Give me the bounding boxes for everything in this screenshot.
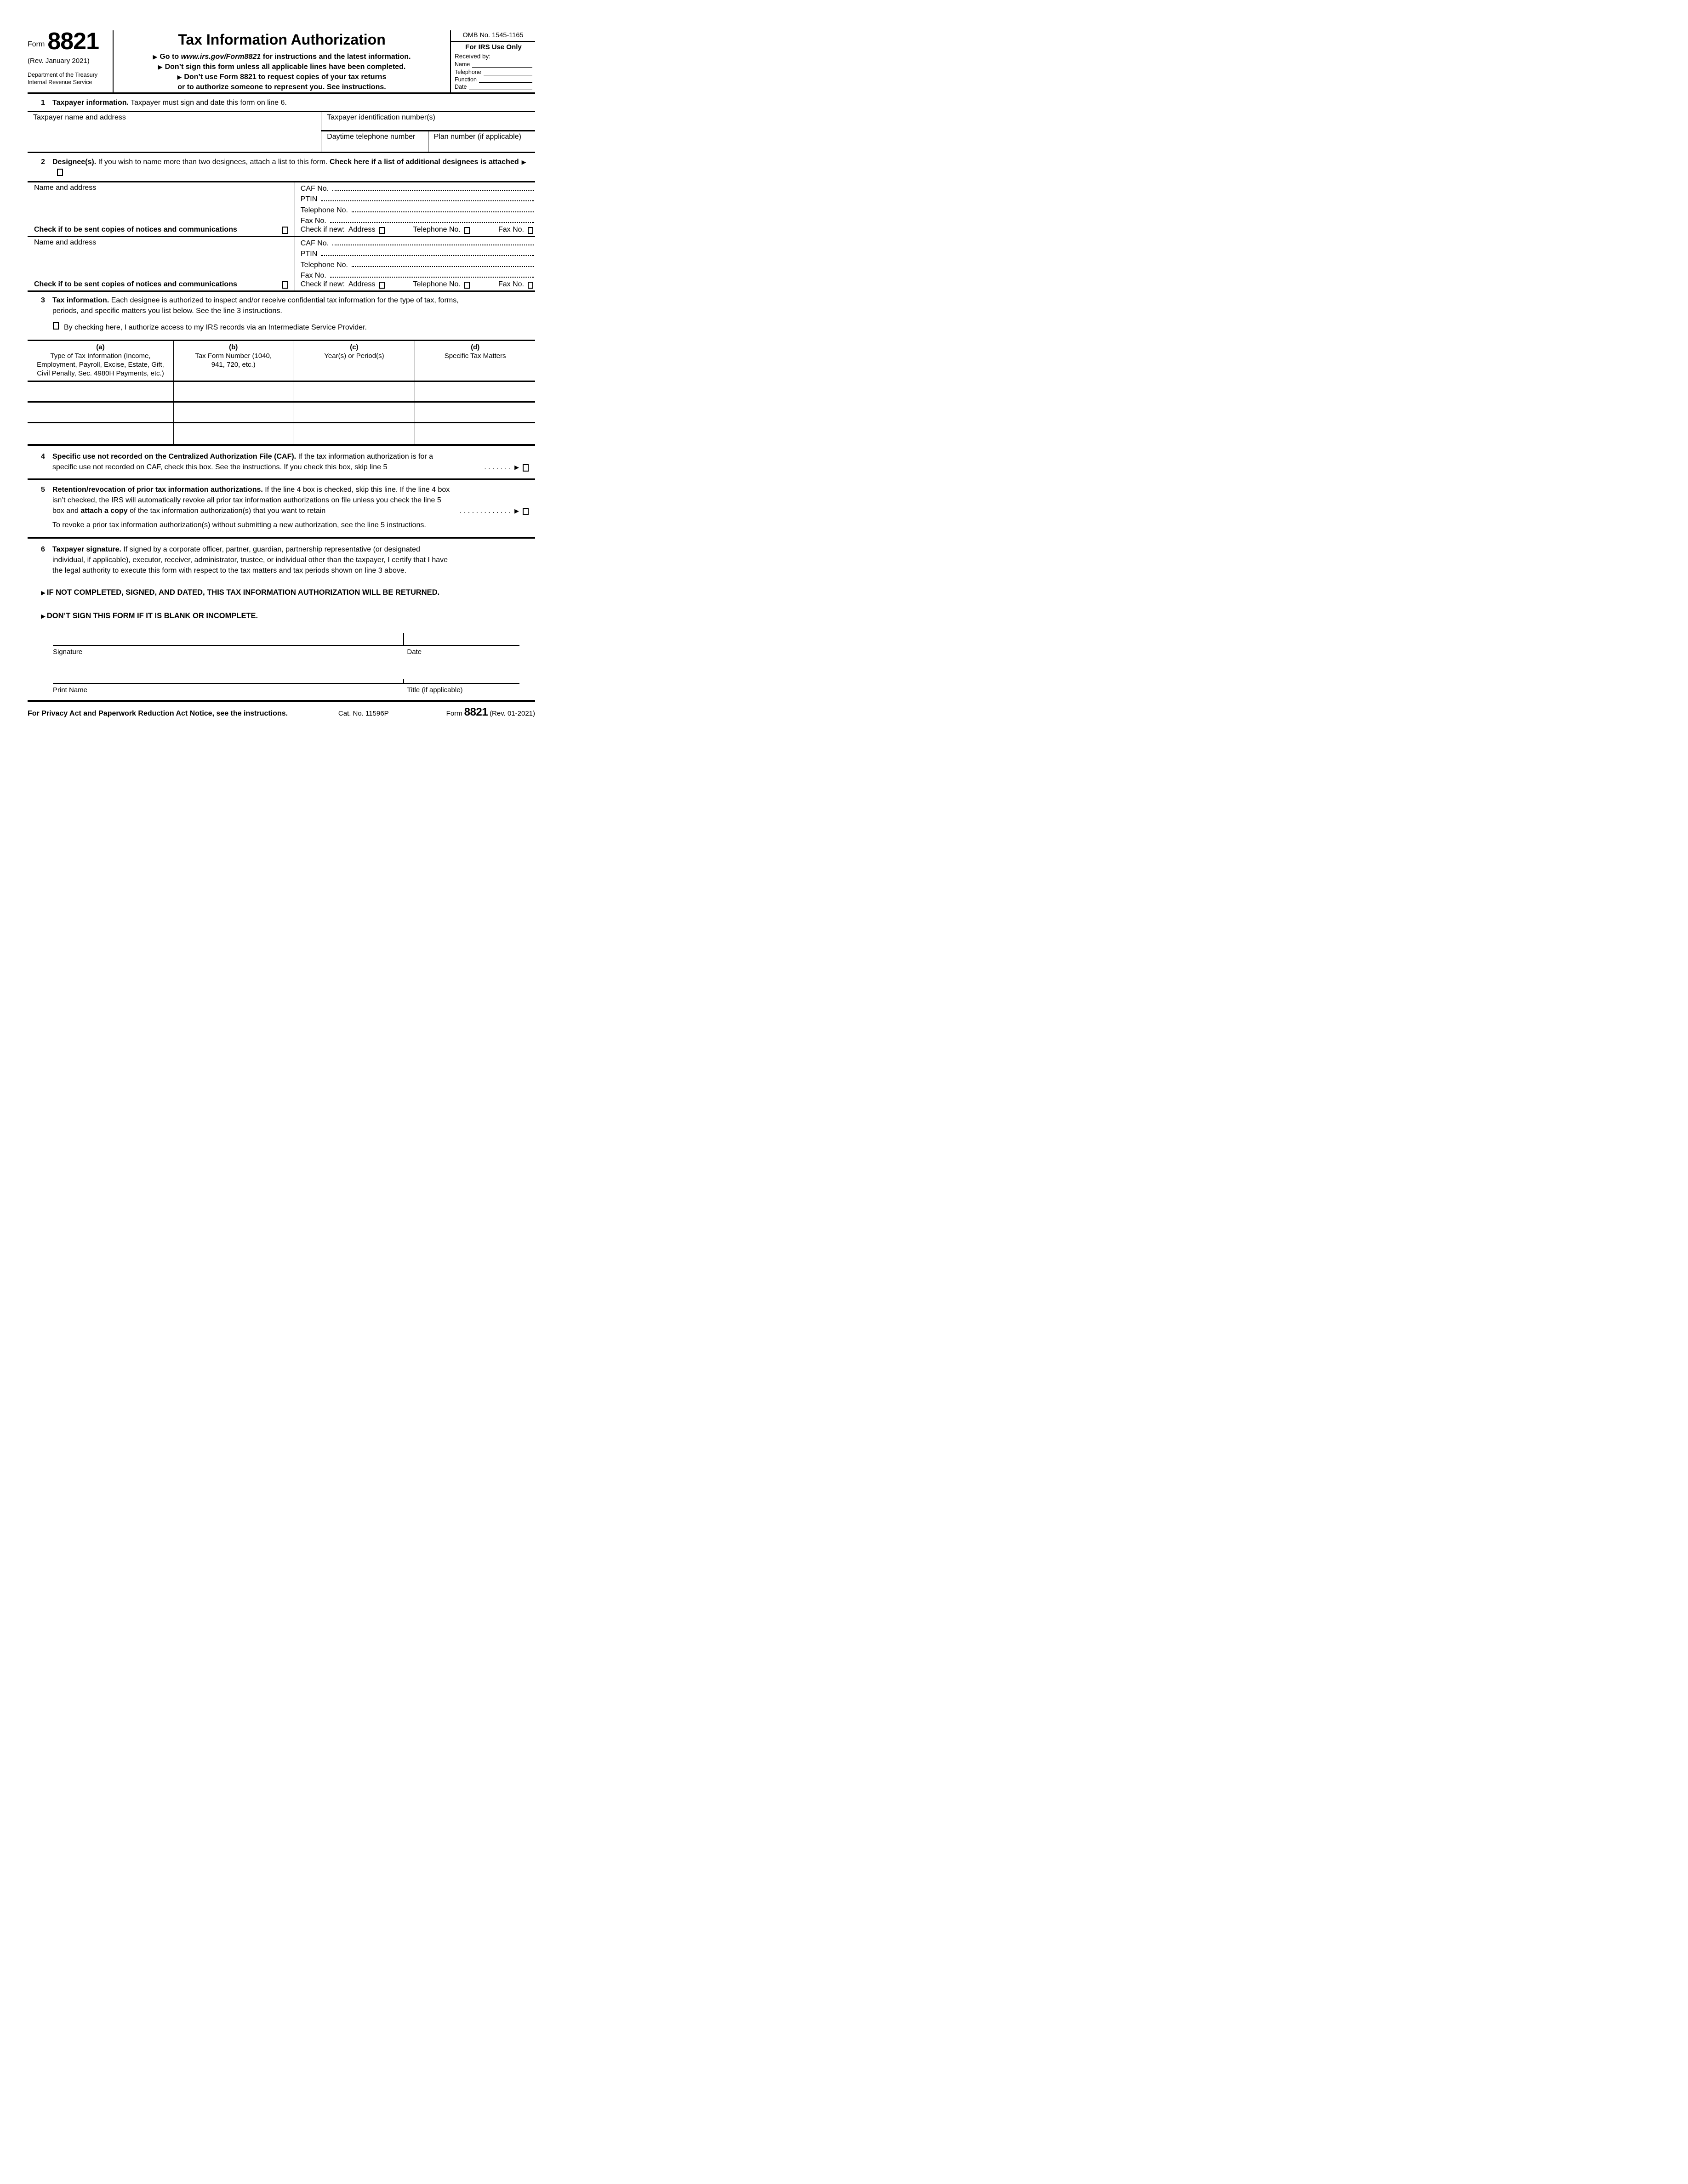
arrow-icon: ▶: [514, 507, 519, 514]
section5-number: 5: [41, 486, 45, 494]
tax-info-cell[interactable]: [28, 403, 174, 422]
form-title-block: [114, 30, 450, 92]
designee1-copies-row: [28, 226, 290, 234]
tax-info-cell[interactable]: [293, 403, 415, 422]
daytime-phone-cell[interactable]: [321, 131, 428, 152]
taxpayer-tin-label: Taxpayer identification number(s): [327, 114, 435, 121]
designee2-caf-field[interactable]: [332, 241, 534, 245]
privacy-act-notice: For Privacy Act and Paperwork Reduction Act Notice, see the instructions.: [28, 710, 288, 717]
tax-info-cell[interactable]: [293, 382, 415, 401]
section5-title: Retention/revocation of prior tax information authorizations.: [52, 486, 263, 494]
section5-leader-dots: . . . . . . . . . . . . .: [460, 507, 511, 515]
section4-number: 4: [41, 453, 45, 461]
designee1-new-address-checkbox[interactable]: [379, 227, 385, 234]
tax-table-row-3: [28, 423, 535, 444]
tax-info-cell[interactable]: [415, 403, 535, 422]
title-label: Title (if applicable): [407, 686, 463, 694]
additional-designees-checkbox[interactable]: [57, 169, 63, 176]
section-divider: [28, 537, 535, 539]
section3-instruction-line1: Each designee is authorized to inspect and/or receive confidential tax information for the type of tax, forms,: [109, 296, 459, 304]
arrow-icon: ▶: [41, 589, 46, 596]
taxpayer-tin-cell[interactable]: [321, 112, 535, 131]
designee2-new-address-checkbox[interactable]: [379, 282, 385, 289]
designee1-fax-row: [301, 215, 535, 226]
designee2-name-address-label: Name and address: [34, 239, 97, 246]
bullet1-post: for instructions and the latest information.: [261, 53, 411, 61]
designee1-telephone-field[interactable]: [352, 208, 534, 212]
designee2-telephone-row: [301, 259, 535, 270]
designee1-caf-field[interactable]: [332, 186, 534, 191]
warning-blank-text: DON’T SIGN THIS FORM IF IT IS BLANK OR INCOMPLETE.: [46, 612, 258, 620]
retention-checkbox[interactable]: [523, 508, 529, 515]
arrow-icon: ▶: [177, 74, 182, 80]
section5-text-line3-pre: box and: [52, 507, 81, 515]
section2-heading: [28, 153, 535, 181]
designee2-copies-checkbox[interactable]: [282, 281, 288, 289]
irs-function-row: [455, 76, 532, 83]
tax-info-cell[interactable]: [293, 423, 415, 444]
signature-label: Signature: [53, 648, 83, 656]
column-a-header: [28, 341, 174, 381]
footer-form-number: 8821: [464, 706, 488, 718]
designee1-caf-label: CAF No.: [300, 184, 329, 193]
designee2-check-if-new-row: [301, 280, 535, 289]
section6-number: 6: [41, 546, 45, 553]
section1-title: Taxpayer information.: [52, 99, 129, 107]
signature-line[interactable]: [53, 633, 519, 646]
bullet4-text: or to authorize someone to represent you. See instructions.: [177, 83, 386, 91]
designee2-ptin-label: PTIN: [300, 250, 318, 258]
arrow-icon: ▶: [153, 53, 158, 60]
section5-text-line1: If the line 4 box is checked, skip this line. If the line 4 box: [262, 486, 450, 494]
bullet3-text: Don’t use Form 8821 to request copies of your tax returns: [184, 73, 387, 81]
column-b-header: [174, 341, 294, 381]
column-b-letter: (b): [229, 343, 238, 351]
received-by-label: Received by:: [455, 53, 491, 60]
section2-number: 2: [41, 158, 45, 166]
section5-revoke-note: To revoke a prior tax information authorization(s) without submitting a new authorization, see the line 5 instructions.: [52, 521, 426, 529]
irs-date-label: Date: [455, 84, 467, 90]
warning-returned-text: IF NOT COMPLETED, SIGNED, AND DATED, THIS TAX INFORMATION AUTHORIZATION WILL BE RETURNED.: [46, 588, 440, 597]
plan-number-cell[interactable]: [428, 131, 535, 152]
designee2-copies-label: Check if to be sent copies of notices and communications: [34, 280, 237, 288]
designee-block-2: [28, 237, 535, 292]
warning-returned: [28, 588, 535, 597]
tax-table-header: [28, 341, 535, 382]
designee2-telephone-label: Telephone No.: [300, 261, 348, 269]
date-label: Date: [407, 648, 422, 656]
designee1-fax-field[interactable]: [330, 218, 534, 223]
designee1-ptin-label: PTIN: [300, 195, 318, 203]
omb-number: OMB No. 1545-1165: [451, 30, 535, 42]
irs-date-field[interactable]: [469, 85, 532, 90]
page-title: Tax Information Authorization: [178, 31, 386, 48]
arrow-icon: ▶: [41, 613, 46, 620]
section-divider: [28, 478, 535, 480]
designee1-name-address-area[interactable]: [28, 192, 290, 226]
section6-title: Taxpayer signature.: [52, 546, 121, 553]
section4-text-line1: If the tax information authorization is for a: [296, 453, 433, 461]
section4-title: Specific use not recorded on the Centralized Authorization File (CAF).: [52, 453, 297, 461]
form-revision: (Rev. January 2021): [28, 57, 90, 65]
warning-blank: [28, 612, 535, 620]
section5: [28, 484, 535, 530]
section3-instruction-line2: periods, and specific matters you list below. See the line 3 instructions.: [52, 307, 282, 315]
tax-table-row-2: [28, 403, 535, 423]
section6-text-line3: the legal authority to execute this form with respect to the tax matters and tax periods shown on line 3 above.: [52, 567, 407, 574]
designee1-copies-label: Check if to be sent copies of notices and communications: [34, 226, 237, 233]
column-a-letter: (a): [96, 343, 105, 351]
taxpayer-name-address-cell[interactable]: [28, 112, 321, 152]
irs-function-label: Function: [455, 76, 477, 83]
irs-date-row: [455, 83, 532, 91]
column-d-label: Specific Tax Matters: [444, 352, 506, 360]
instruction-bullet-4: [120, 82, 444, 92]
column-d-letter: (d): [471, 343, 480, 351]
designee2-telephone-field[interactable]: [352, 262, 534, 267]
designee-table: [28, 181, 535, 292]
section2-instruction: If you wish to name more than two designees, attach a list to this form.: [96, 158, 330, 166]
footer-form-word: Form: [446, 710, 462, 717]
irs-use-only-label: For IRS Use Only: [465, 43, 522, 51]
column-c-letter: (c): [350, 343, 359, 351]
arrow-icon: ▶: [158, 63, 163, 70]
section6-text-line2: individual, if applicable), executor, receiver, administrator, trustee, or individual other than the taxpayer, I certify that I have: [52, 556, 448, 564]
designee2-new-telephone-label: Telephone No.: [413, 280, 461, 288]
designee2-fax-row: [301, 270, 535, 281]
section5-text-line3-post: of the tax information authorization(s) that you want to retain: [127, 507, 326, 515]
print-name-label: Print Name: [53, 686, 88, 694]
designee2-new-fax-label: Fax No.: [498, 280, 524, 288]
designee2-fax-label: Fax No.: [300, 272, 326, 279]
designee1-new-address-label: Address: [348, 226, 376, 233]
designee1-telephone-row: [301, 204, 535, 215]
designee2-name-address-area[interactable]: [28, 247, 290, 280]
form-8821-page: [0, 0, 563, 728]
signature-labels: [53, 646, 519, 655]
designee1-telephone-label: Telephone No.: [300, 206, 348, 214]
section2-check-label: Check here if a list of additional designees is attached: [329, 158, 519, 166]
section5-text-line2: isn’t checked, the IRS will automatically revoke all prior tax information authorizations on file unless you check the line 5: [52, 496, 441, 504]
footer: [28, 702, 535, 719]
designee1-copies-checkbox[interactable]: [282, 227, 288, 234]
designee1-checknew-label: Check if new:: [300, 226, 345, 233]
irs-use-only-box: [450, 30, 535, 92]
plan-number-label: Plan number (if applicable): [433, 133, 521, 141]
section4: [28, 451, 535, 472]
irs-form-url[interactable]: www.irs.gov/Form8821: [181, 53, 261, 61]
section3-heading: [28, 292, 535, 316]
catalog-number: Cat. No. 11596P: [338, 710, 389, 717]
designee1-ptin-row: [301, 193, 535, 205]
section3-number: 3: [41, 296, 45, 304]
internal-revenue-service: Internal Revenue Service: [28, 79, 92, 86]
section1-instruction: Taxpayer must sign and date this form on line 6.: [128, 99, 287, 107]
tax-info-cell[interactable]: [415, 423, 535, 444]
designee2-new-telephone-checkbox[interactable]: [464, 282, 470, 289]
irs-function-field[interactable]: [479, 77, 532, 83]
signature-date-divider: [403, 633, 404, 645]
irs-name-row: [455, 61, 532, 68]
column-c-label: Year(s) or Period(s): [324, 352, 384, 360]
isp-label: By checking here, I authorize access to my IRS records via an Intermediate Service Provider.: [64, 324, 367, 331]
designee1-ptin-field[interactable]: [321, 197, 534, 201]
designee1-check-if-new-row: [301, 226, 535, 234]
intermediate-service-provider-row: [28, 322, 535, 333]
irs-name-field[interactable]: [472, 62, 532, 68]
irs-telephone-row: [455, 68, 532, 75]
tax-table-row-1: [28, 382, 535, 403]
designee2-new-fax-checkbox[interactable]: [528, 282, 533, 289]
designee2-new-address-label: Address: [348, 280, 376, 288]
section3-title: Tax information.: [52, 296, 109, 304]
bullet1-pre: Go to: [160, 53, 181, 61]
designee1-new-telephone-checkbox[interactable]: [464, 227, 470, 234]
bullet2-text: Don’t sign this form unless all applicable lines have been completed.: [165, 63, 406, 71]
designee2-checknew-label: Check if new:: [300, 280, 345, 288]
designee2-ptin-field[interactable]: [321, 251, 534, 256]
instruction-bullet-1: [120, 52, 444, 62]
tax-info-cell[interactable]: [174, 382, 294, 401]
specific-use-checkbox[interactable]: [523, 464, 529, 472]
designee1-new-telephone-label: Telephone No.: [413, 226, 461, 233]
irs-name-label: Name: [455, 61, 470, 68]
form-number: 8821: [47, 28, 99, 55]
section5-attach-copy: attach a copy: [80, 507, 128, 515]
section4-leader-dots: . . . . . . .: [484, 463, 511, 471]
arrow-icon: ▶: [521, 159, 526, 165]
daytime-phone-label: Daytime telephone number: [327, 133, 416, 141]
designee1-new-fax-label: Fax No.: [498, 226, 524, 233]
designee2-fax-field[interactable]: [330, 273, 534, 278]
column-d-header: [415, 341, 535, 381]
footer-form-id: [446, 706, 535, 719]
tax-information-table: [28, 340, 535, 446]
print-name-line[interactable]: [53, 672, 519, 684]
column-a-label: Type of Tax Information (Income, Employment, Payroll, Excise, Estate, Gift, Civil Penalty, Sec. 4980H Payments, etc.): [37, 352, 164, 377]
instruction-bullet-3: [120, 72, 444, 82]
irs-telephone-label: Telephone: [455, 68, 481, 75]
designee2-ptin-row: [301, 248, 535, 259]
designee1-name-address-label: Name and address: [34, 184, 97, 192]
tax-info-cell[interactable]: [415, 382, 535, 401]
tax-info-cell[interactable]: [174, 423, 294, 444]
taxpayer-name-address-label: Taxpayer name and address: [33, 114, 126, 121]
taxpayer-info-table: [28, 111, 535, 153]
designee1-fax-label: Fax No.: [300, 217, 326, 225]
tax-info-cell[interactable]: [174, 403, 294, 422]
dept-treasury: Department of the Treasury: [28, 72, 98, 79]
form-word: Form: [28, 40, 45, 49]
tax-info-cell[interactable]: [28, 423, 174, 444]
form-header: [28, 30, 535, 94]
instruction-bullet-2: [120, 62, 444, 72]
section2-title: Designee(s).: [52, 158, 97, 166]
print-name-labels: [53, 684, 519, 694]
designee2-caf-label: CAF No.: [300, 239, 329, 247]
designee2-copies-row: [28, 280, 290, 289]
designee1-caf-row: [301, 182, 535, 193]
column-b-label: Tax Form Number (1040, 941, 720, etc.): [195, 352, 272, 369]
designee1-new-fax-checkbox[interactable]: [528, 227, 533, 234]
section4-text-line2: specific use not recorded on CAF, check this box. See the instructions. If you check this box, skip line 5: [52, 463, 388, 471]
tax-info-cell[interactable]: [28, 382, 174, 401]
column-c-header: [293, 341, 415, 381]
section6-text-line1: If signed by a corporate officer, partner, guardian, partnership representative (or designated: [121, 546, 420, 553]
designee-block-1: [28, 182, 535, 237]
irs-telephone-field[interactable]: [484, 70, 532, 75]
designee2-caf-row: [301, 237, 535, 248]
footer-form-revision: (Rev. 01-2021): [490, 710, 535, 717]
isp-checkbox[interactable]: [53, 322, 59, 330]
print-title-divider: [403, 679, 404, 683]
section1-number: 1: [41, 99, 45, 107]
arrow-icon: ▶: [514, 464, 519, 471]
form-identity: [28, 30, 114, 92]
section6: [28, 544, 535, 576]
section1-heading: [28, 94, 535, 111]
